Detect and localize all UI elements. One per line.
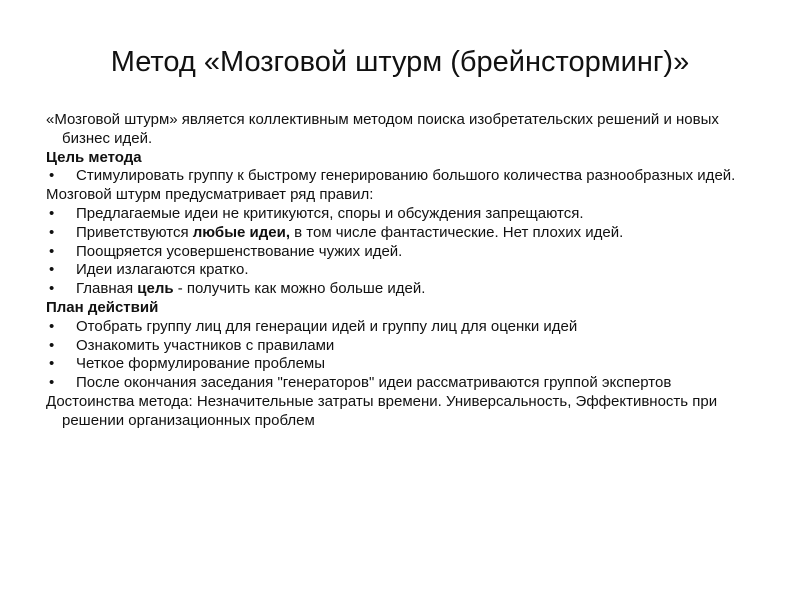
rules-list: [46, 205, 758, 299]
advantages-paragraph: Достоинства метода: Незначительные затраты времени. Универсальность, Эффективность при решении организационных проблем: [46, 392, 718, 429]
plan-item: • Четкое формулирование проблемы: [46, 355, 758, 374]
rules-intro: Мозговой штурм предусматривает ряд правил:: [46, 186, 374, 204]
rule-item: • Идеи излагаются кратко.: [46, 261, 758, 280]
rule-item: • Поощряется усовершенствование чужих идей.: [46, 243, 758, 262]
rule-emphasis: цель: [137, 280, 174, 298]
plan-heading: План действий: [46, 298, 159, 316]
rule-item: [46, 280, 758, 299]
slide-title: Метод «Мозговой штурм (брейнсторминг)»: [110, 46, 690, 78]
rule-text: - получить как можно больше идей.: [173, 280, 426, 298]
plan-list: [46, 318, 758, 393]
rule-text: в том числе фантастические. Нет плохих идей.: [289, 223, 624, 241]
plan-item: • Отобрать группу лиц для генерации идей и группу лиц для оценки идей: [46, 318, 758, 337]
goal-heading: Цель метода: [46, 148, 142, 166]
rule-item: [46, 224, 758, 243]
intro-paragraph: «Мозговой штурм» является коллективным методом поиска изобретательских решений и новых бизнес идей.: [46, 111, 719, 147]
slide-content: [46, 111, 758, 431]
rule-text: Приветствуются: [76, 223, 193, 241]
rule-emphasis: любые идеи,: [192, 223, 290, 241]
plan-item: • Ознакомить участников с правилами: [46, 337, 758, 356]
rule-item: • Предлагаемые идеи не критикуются, споры и обсуждения запрещаются.: [46, 205, 758, 224]
rule-text: Главная: [76, 280, 138, 298]
goal-item: • Стимулировать группу к быстрому генерированию большого количества разнообразных идей.: [46, 167, 758, 186]
goal-list: [46, 167, 758, 186]
plan-item: • После окончания заседания "генераторов" идеи рассматриваются группой экспертов: [46, 374, 758, 393]
